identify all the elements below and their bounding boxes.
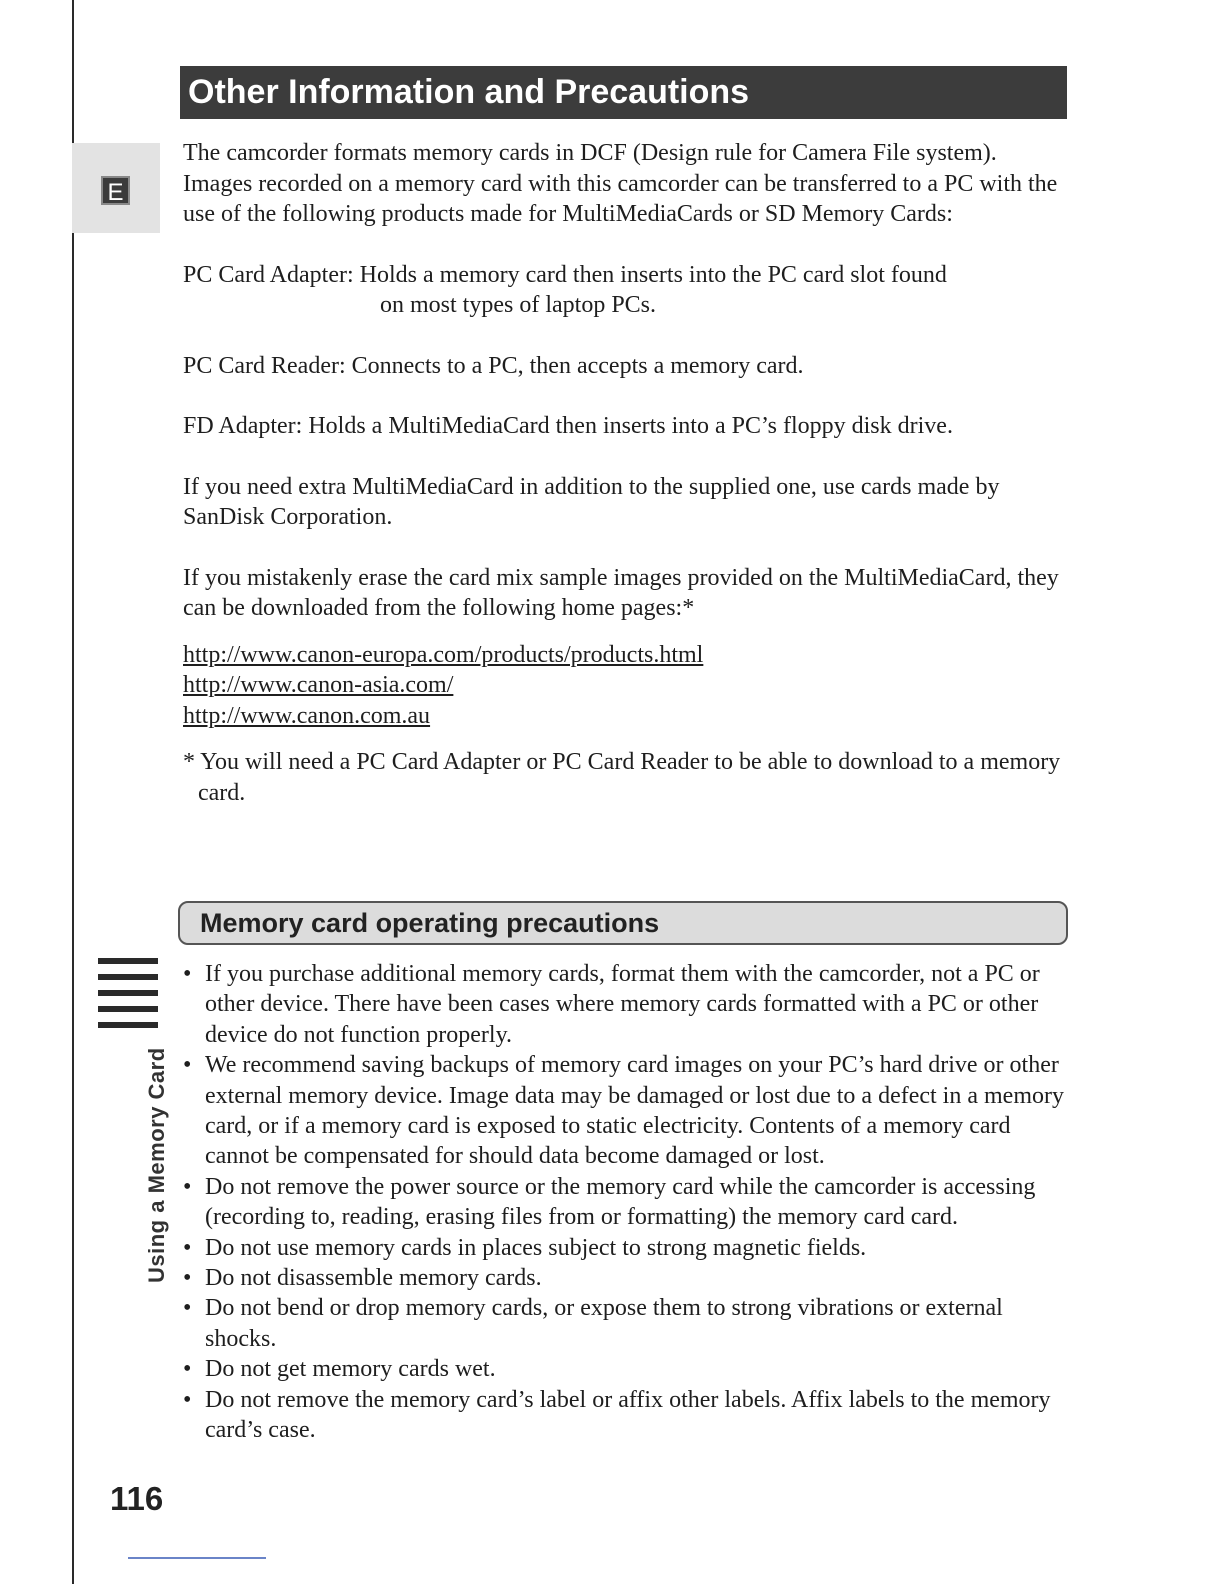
- erase-note: If you mistakenly erase the card mix sample images provided on the MultiMediaCard, they can be downloaded from the following home pages:*: [183, 564, 1059, 621]
- bullet-icon: •: [183, 1265, 192, 1292]
- product-pc-card-reader: [183, 351, 1073, 382]
- page-title: Other Information and Precautions: [180, 66, 1067, 119]
- section-side-label: Using a Memory Card: [144, 1047, 169, 1283]
- bullet-icon: •: [183, 961, 192, 987]
- bullet-icon: •: [183, 1173, 192, 1200]
- product-term: PC Card Reader:: [183, 352, 346, 379]
- bullet-icon: •: [183, 1234, 192, 1261]
- precautions-heading: Memory card operating precautions: [178, 901, 1068, 945]
- product-desc: Connects to a PC, then accepts a memory card.: [351, 352, 804, 379]
- bullet-icon: •: [183, 1386, 192, 1413]
- url-list: [183, 640, 1073, 732]
- language-tab: [72, 143, 160, 233]
- url-link[interactable]: http://www.canon-asia.com/: [183, 672, 454, 698]
- url-link[interactable]: http://www.canon-europa.com/products/products.html: [183, 641, 704, 668]
- bullet-icon: •: [183, 1356, 192, 1383]
- bullet-icon: •: [183, 1295, 192, 1322]
- list-item: • We recommend saving backups of memory card images on your PC’s hard drive or other external memory device. Image data may be damaged or lost due to a defect in a memory card, or if a memory card is exposed to static electricity. Contents of a memory card cannot be compensated for should data become damaged or lost.: [183, 1052, 1064, 1170]
- language-letter: E: [101, 176, 130, 205]
- product-desc: Holds a memory card then inserts into the PC card slot found: [359, 261, 947, 288]
- footnote: * You will need a PC Card Adapter or PC Card Reader to be able to download to a memory card.: [183, 749, 1061, 806]
- list-item: • Do not get memory cards wet.: [183, 1354, 1073, 1384]
- intro-paragraph-1: The camcorder formats memory cards in DCF (Design rule for Camera File system).: [183, 140, 997, 166]
- product-fd-adapter: [183, 411, 1073, 442]
- product-pc-card-adapter: [183, 260, 1073, 321]
- list-item: • Do not use memory cards in places subject to strong magnetic fields.: [183, 1233, 1073, 1263]
- bottom-rule: [128, 1557, 266, 1559]
- bullet-icon: •: [183, 1052, 192, 1079]
- page-number: 116: [110, 1480, 164, 1517]
- url-link[interactable]: http://www.canon.com.au: [183, 702, 431, 729]
- product-term: FD Adapter:: [183, 413, 303, 439]
- list-item: • If you purchase additional memory cards, format them with the camcorder, not a PC or other device. There have been cases where memory cards formatted with a PC or other device do not function properly.: [183, 961, 1040, 1048]
- product-term: PC Card Adapter:: [183, 261, 354, 288]
- list-item: • Do not remove the memory card’s label or affix other labels. Affix labels to the memory card’s case.: [183, 1386, 1051, 1444]
- precautions-list: [183, 959, 1073, 1446]
- product-desc-cont: on most types of laptop PCs.: [380, 292, 657, 318]
- product-desc: Holds a MultiMediaCard then inserts into a PC’s floppy disk drive.: [308, 413, 953, 439]
- list-item: • Do not disassemble memory cards.: [183, 1263, 1073, 1293]
- list-item: • Do not remove the power source or the memory card while the camcorder is accessing (recording to, reading, erasing files from or formatting) the memory card card.: [183, 1173, 1036, 1231]
- section-marker-bars: [98, 958, 158, 1038]
- list-item: • Do not bend or drop memory cards, or expose them to strong vibrations or external shocks.: [183, 1295, 1003, 1352]
- page-margin-line: [72, 0, 74, 1584]
- main-content: [183, 138, 1073, 808]
- intro-paragraph-2: Images recorded on a memory card with this camcorder can be transferred to a PC with the use of the following products made for MultiMediaCards or SD Memory Cards:: [183, 170, 1058, 227]
- extra-cards-note: If you need extra MultiMediaCard in addition to the supplied one, use cards made by SanDisk Corporation.: [183, 473, 1000, 530]
